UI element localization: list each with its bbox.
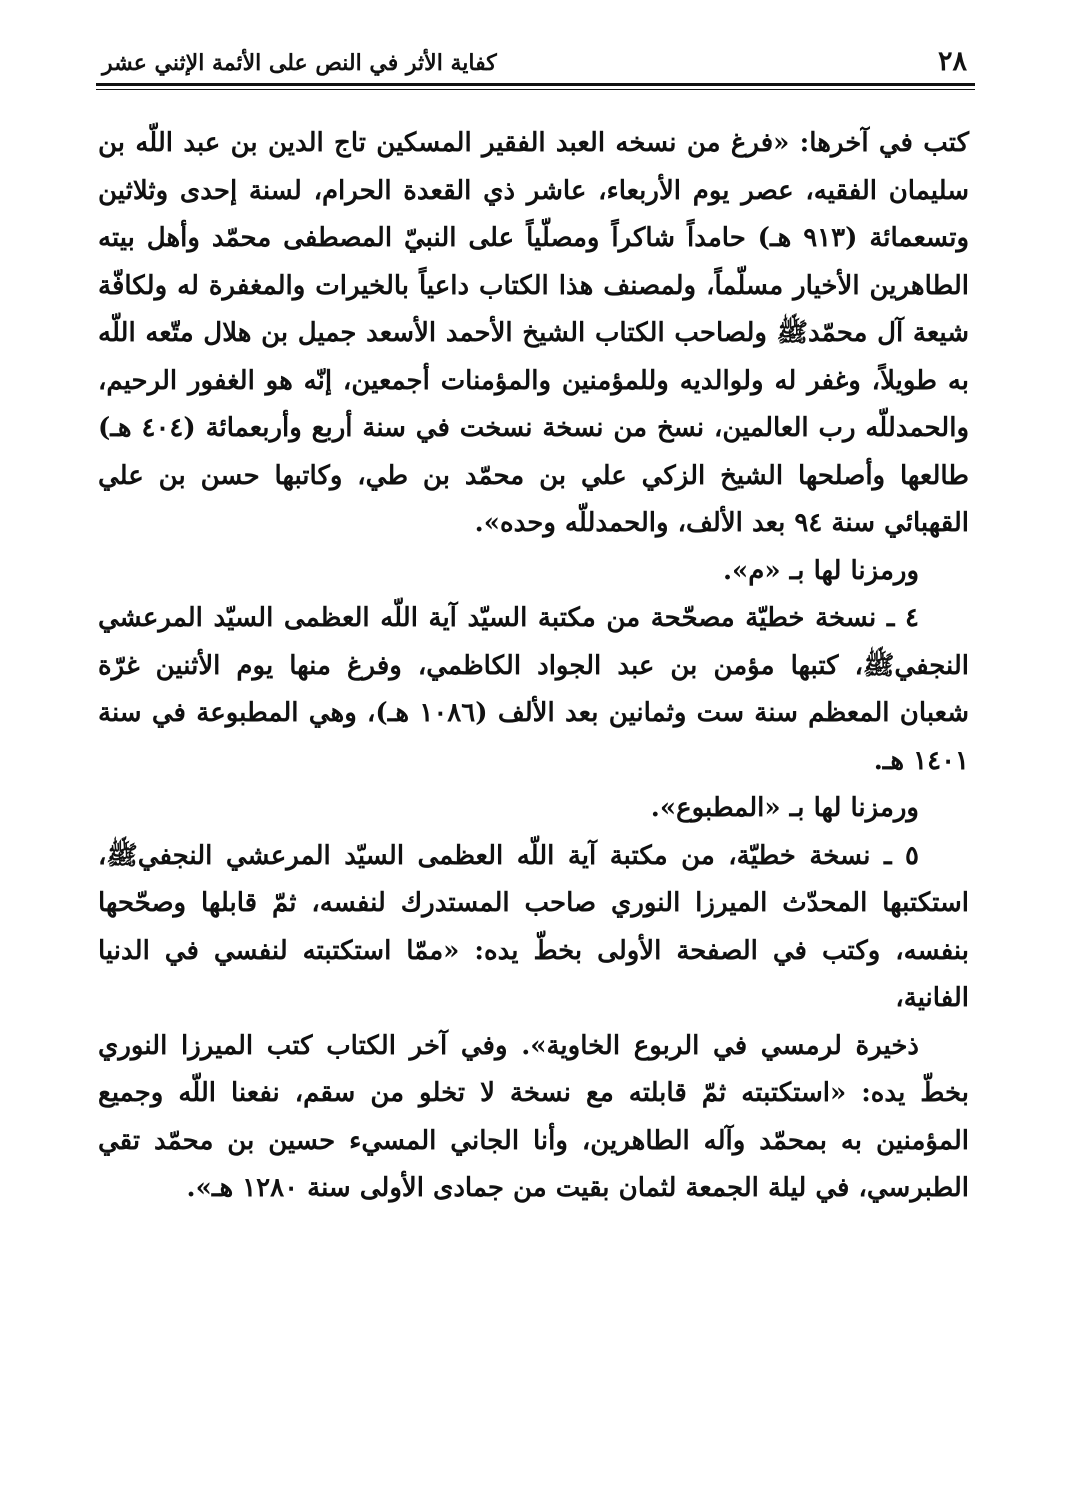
paragraph-nouri-note: ذخيرة لرمسي في الربوع الخاوية». وفي آخر الكتاب كتب الميرزا النوري بخطّ يده: «استكتبته ثمّ قابلته مع نسخة لا تخلو من سقم، نفعنا اللّه وجميع المؤمنين به بمحمّد وآله الطاهرين، وأنا الجاني المسيء حسين بن محمّد تقي الطبرسي، في ليلة الجمعة لثمان بقيت من جمادى الأولى سنة ١٢٨٠ هـ». bbox=[98, 1030, 969, 1203]
running-header bbox=[96, 44, 975, 80]
body-text bbox=[98, 120, 969, 1213]
paragraph-symbol-m: ورمزنا لها بـ «م». bbox=[722, 555, 919, 586]
paragraph-manuscript-4: ٤ ـ نسخة خطيّة مصحّحة من مكتبة السيّد آية اللّه العظمى السيّد المرعشي النجفيﷺ، كتبها مؤمن بن عبد الجواد الكاظمي، وفرغ منها يوم الأثنين غرّة شعبان المعظم سنة ست وثمانين بعد الألف (١٠٨٦ هـ)، وهي المطبوعة في سنة ١٤٠١ هـ. bbox=[98, 603, 969, 776]
book-title: كفاية الأثر في النص على الأئمة الإثني عشر bbox=[102, 50, 497, 76]
page-number: ٢٨ bbox=[937, 46, 967, 77]
paragraph-colophon: كتب في آخرها: «فرغ من نسخه العبد الفقير المسكين تاج الدين بن عبد اللّه بن سليمان الفقيه، عصر يوم الأربعاء، عاشر ذي القعدة الحرام، لسنة إحدى وثلاثين وتسعمائة (٩١٣ هـ) حامداً شاكراً ومصلّياً على النبيّ المصطفى محمّد وأهل بيته الطاهرين الأخيار مسلّماً، ولمصنف هذا الكتاب داعياً بالخيرات والمغفرة له ولكافّة شيعة آل محمّدﷺ ولصاحب الكتاب الشيخ الأحمد الأسعد جميل بن هلال متّعه اللّه به طويلاً، وغفر له ولوالديه وللمؤمنين والمؤمنات أجمعين، إنّه هو الغفور الرحيم، والحمدللّه رب العالمين، نسخ من نسخة نسخت في سنة أربع وأربعمائة (٤٠٤ هـ) طالعها وأصلحها الشيخ الزكي علي بن محمّد بن طي، وكاتبها حسن بن علي القهبائي سنة ٩٤ بعد الألف، والحمدللّه وحده». bbox=[98, 128, 969, 538]
paragraph-manuscript-5: ٥ ـ نسخة خطيّة، من مكتبة آية اللّه العظمى السيّد المرعشي النجفيﷺ، استكتبها المحدّث الميرزا النوري صاحب المستدرك لنفسه، ثمّ قابلها وصحّحها بنفسه، وكتب في الصفحة الأولى بخطّ يده: «ممّا استكتبته لنفسي في الدنيا الفانية، bbox=[98, 840, 969, 1013]
paragraph-symbol-printed: ورمزنا لها بـ «المطبوع». bbox=[650, 793, 919, 823]
header-rule-thin bbox=[96, 89, 975, 90]
header-rule-thick bbox=[96, 83, 975, 86]
